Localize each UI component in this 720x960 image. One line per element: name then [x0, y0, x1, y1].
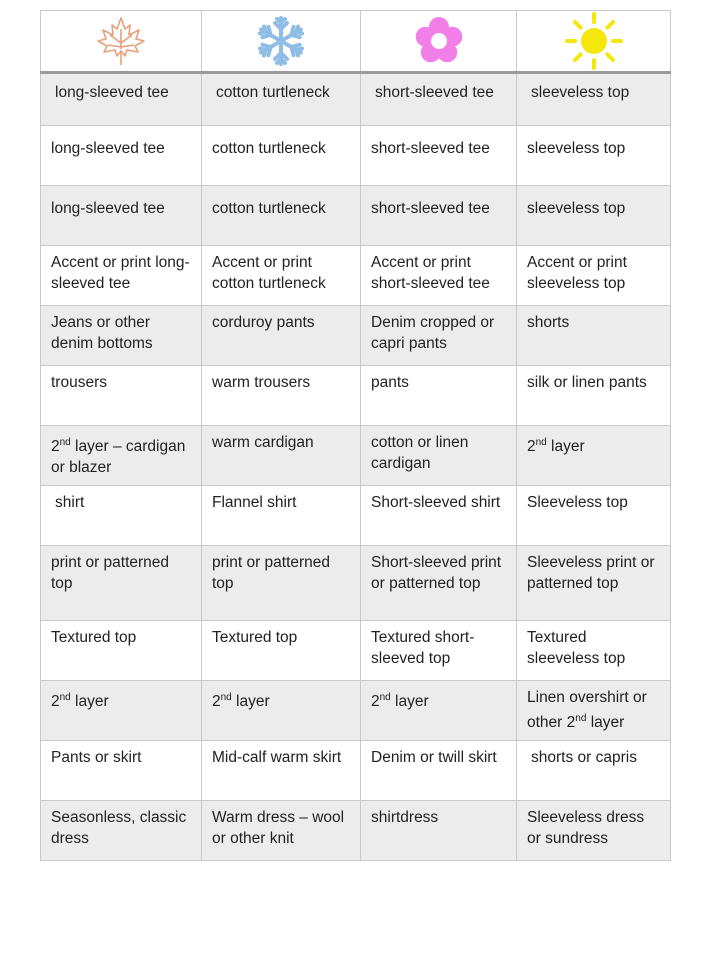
table-cell: pants — [361, 366, 517, 426]
table-cell: Warm dress – wool or other knit — [202, 801, 361, 861]
table-row — [41, 486, 671, 546]
table-cell: shorts or capris — [517, 741, 671, 801]
table-cell: 2nd layer — [202, 681, 361, 741]
table-cell: Accent or print short-sleeved tee — [361, 246, 517, 306]
header-row — [41, 11, 671, 73]
table-cell: short-sleeved tee — [361, 186, 517, 246]
summer-header — [517, 11, 671, 73]
table-cell: Denim or twill skirt — [361, 741, 517, 801]
table-cell: Accent or print cotton turtleneck — [202, 246, 361, 306]
table-cell: Textured top — [202, 621, 361, 681]
table-cell: 2nd layer — [517, 426, 671, 486]
table-cell: Textured top — [41, 621, 202, 681]
table-row — [41, 306, 671, 366]
table-cell: Accent or print long-sleeved tee — [41, 246, 202, 306]
table-cell: sleeveless top — [517, 126, 671, 186]
table-cell: long-sleeved tee — [41, 186, 202, 246]
table-row — [41, 546, 671, 621]
table-cell: Pants or skirt — [41, 741, 202, 801]
maple-leaf-icon — [94, 15, 148, 67]
table-cell: Textured short-sleeved top — [361, 621, 517, 681]
winter-header — [202, 11, 361, 73]
table-cell: shirt — [41, 486, 202, 546]
table-cell: sleeveless top — [517, 186, 671, 246]
table-row — [41, 246, 671, 306]
table-row — [41, 681, 671, 741]
table-cell: Short-sleeved print or patterned top — [361, 546, 517, 621]
snowflake-icon — [254, 14, 308, 68]
spring-header — [361, 11, 517, 73]
table-cell: Jeans or other denim bottoms — [41, 306, 202, 366]
table-cell: print or patterned top — [202, 546, 361, 621]
table-cell: shirtdress — [361, 801, 517, 861]
table-cell: shorts — [517, 306, 671, 366]
table-row — [41, 126, 671, 186]
sun-icon — [564, 11, 624, 71]
table-cell: Sleeveless dress or sundress — [517, 801, 671, 861]
table-cell: cotton turtleneck — [202, 186, 361, 246]
table-cell: print or patterned top — [41, 546, 202, 621]
table-cell: trousers — [41, 366, 202, 426]
table-cell: long-sleeved tee — [41, 73, 202, 126]
table-cell: cotton turtleneck — [202, 73, 361, 126]
table-cell: cotton or linen cardigan — [361, 426, 517, 486]
table-cell: Accent or print sleeveless top — [517, 246, 671, 306]
table-cell: corduroy pants — [202, 306, 361, 366]
table-cell: 2nd layer – cardigan or blazer — [41, 426, 202, 486]
table-cell: Sleeveless top — [517, 486, 671, 546]
table-cell: silk or linen pants — [517, 366, 671, 426]
table-cell: 2nd layer — [361, 681, 517, 741]
table-cell: 2nd layer — [41, 681, 202, 741]
flower-icon — [412, 14, 466, 68]
table-cell: Mid-calf warm skirt — [202, 741, 361, 801]
table-row — [41, 741, 671, 801]
table-row — [41, 801, 671, 861]
table-cell: Short-sleeved shirt — [361, 486, 517, 546]
table-cell: short-sleeved tee — [361, 126, 517, 186]
table-cell: cotton turtleneck — [202, 126, 361, 186]
table-cell: long-sleeved tee — [41, 126, 202, 186]
table-cell: warm trousers — [202, 366, 361, 426]
table-row — [41, 73, 671, 126]
table-row — [41, 621, 671, 681]
table-cell: Linen overshirt or other 2nd layer — [517, 681, 671, 741]
table-row — [41, 366, 671, 426]
table-cell: short-sleeved tee — [361, 73, 517, 126]
table-cell: Seasonless, classic dress — [41, 801, 202, 861]
table-cell: warm cardigan — [202, 426, 361, 486]
table-cell: Denim cropped or capri pants — [361, 306, 517, 366]
table-cell: Sleeveless print or patterned top — [517, 546, 671, 621]
table-row — [41, 186, 671, 246]
table-cell: Textured sleeveless top — [517, 621, 671, 681]
table-cell: Flannel shirt — [202, 486, 361, 546]
seasonal-wardrobe-table — [40, 10, 671, 861]
table-row — [41, 426, 671, 486]
table-cell: sleeveless top — [517, 73, 671, 126]
autumn-header — [41, 11, 202, 73]
